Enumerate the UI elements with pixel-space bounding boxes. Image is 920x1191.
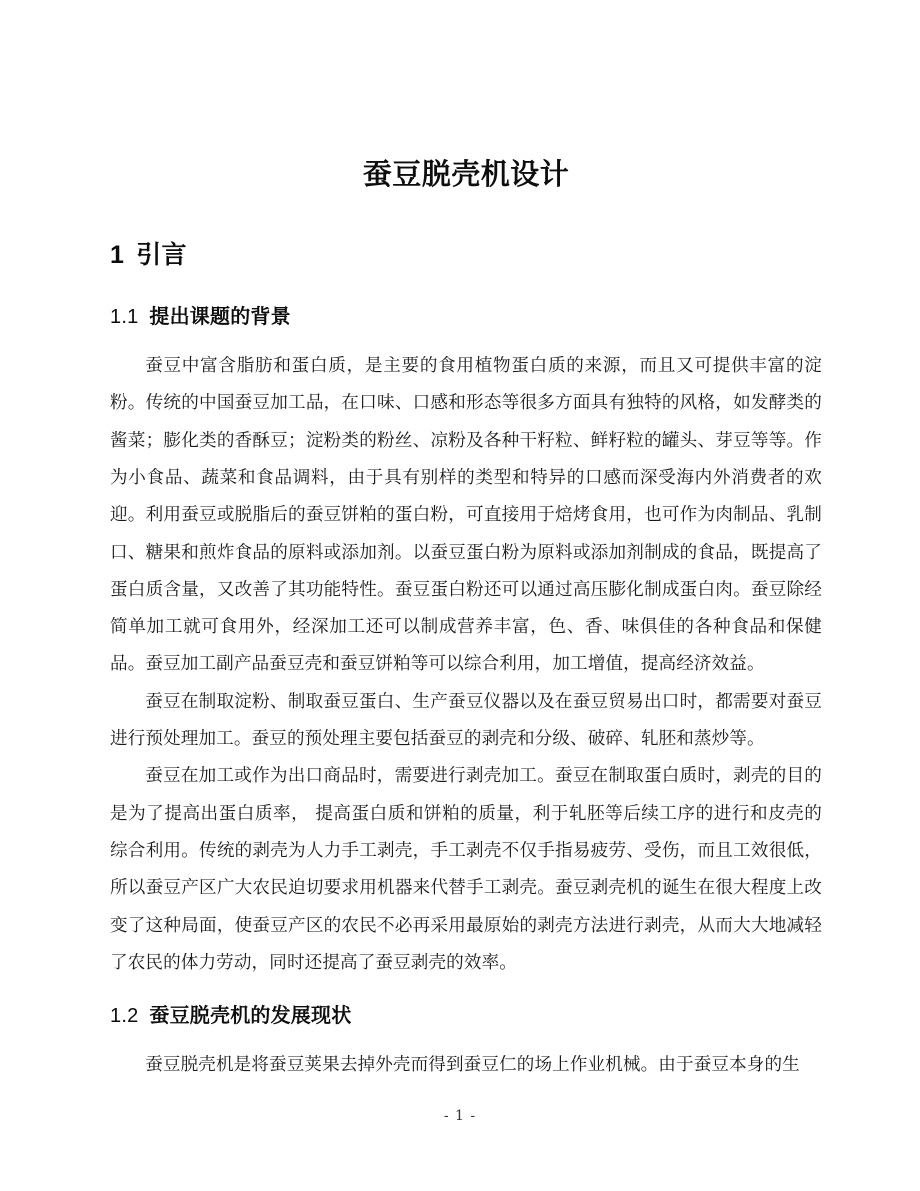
section-number-1: 1	[110, 240, 125, 269]
page-title: 蚕豆脱壳机设计	[362, 159, 570, 191]
body-paragraph: 蚕豆在制取淀粉、制取蚕豆蛋白、生产蚕豆仪器以及在蚕豆贸易出口时，都需要对蚕豆进行预处理加工。蚕豆的预处理主要包括蚕豆的剥壳和分级、破碎、轧胚和蒸炒等。	[110, 691, 822, 750]
section-heading-1-1	[110, 271, 822, 330]
section-title-1-1: 提出课题的背景	[149, 306, 291, 329]
section-number-1-2: 1.2	[110, 1005, 139, 1028]
body-paragraph: 蚕豆中富含脂肪和蛋白质，是主要的食用植物蛋白质的来源，而且又可提供丰富的淀粉。传统的中国蚕豆加工品，在口味、口感和形态等很多方面具有独特的风格，如发酵类的酱菜；膨化类的香酥豆；淀粉类的粉丝、凉粉及各种干籽粒、鲜籽粒的罐头、芽豆等等。作为小食品、蔬菜和食品调料，由于具有别样的类型和特异的口感而深受海内外消费者的欢迎。利用蚕豆或脱脂后的蚕豆饼粕的蛋白粉，可直接用于焙烤食用，也可作为肉制品、乳制口、糖果和煎炸食品的原料或添加剂。以蚕豆蛋白粉为原料或添加剂制成的食品，既提高了蛋白质含量，又改善了其功能特性。蚕豆蛋白粉还可以通过高压膨化制成蛋白肉。蚕豆除经简单加工就可食用外，经深加工还可以制成营养丰富，色、香、味俱佳的各种食品和保健品。蚕豆加工副产品蚕豆壳和蚕豆饼粕等可以综合利用，加工增值，提高经济效益。	[110, 356, 822, 675]
section-title-1: 引言	[136, 240, 187, 269]
page-content-column	[110, 0, 822, 1084]
body-paragraph: 蚕豆在加工或作为出口商品时，需要进行剥壳加工。蚕豆在制取蛋白质时，剥壳的目的是为了提高出蛋白质率， 提高蛋白质和饼粕的质量，利于轧胚等后续工序的进行和皮壳的综合利用。传统的剥壳为人力手工剥壳，手工剥壳不仅手指易疲劳、受伤，而且工效很低，所以蚕豆产区广大农民迫切要求用机器来代替手工剥壳。蚕豆剥壳机的诞生在很大程度上改变了这种局面，使蚕豆产区的农民不必再采用最原始的剥壳方法进行剥壳，从而大大地减轻了农民的体力劳动，同时还提高了蚕豆剥壳的效率。	[110, 766, 822, 973]
page-footer: - 1 -	[443, 1108, 477, 1124]
section-heading-1	[110, 193, 822, 271]
section-number-1-1: 1.1	[110, 306, 139, 329]
section-heading-1-2	[110, 982, 822, 1029]
section-title-1-2: 蚕豆脱壳机的发展现状	[149, 1005, 352, 1028]
body-paragraph: 蚕豆脱壳机是将蚕豆荚果去掉外壳而得到蚕豆仁的场上作业机械。由于蚕豆本身的生	[145, 1055, 800, 1076]
